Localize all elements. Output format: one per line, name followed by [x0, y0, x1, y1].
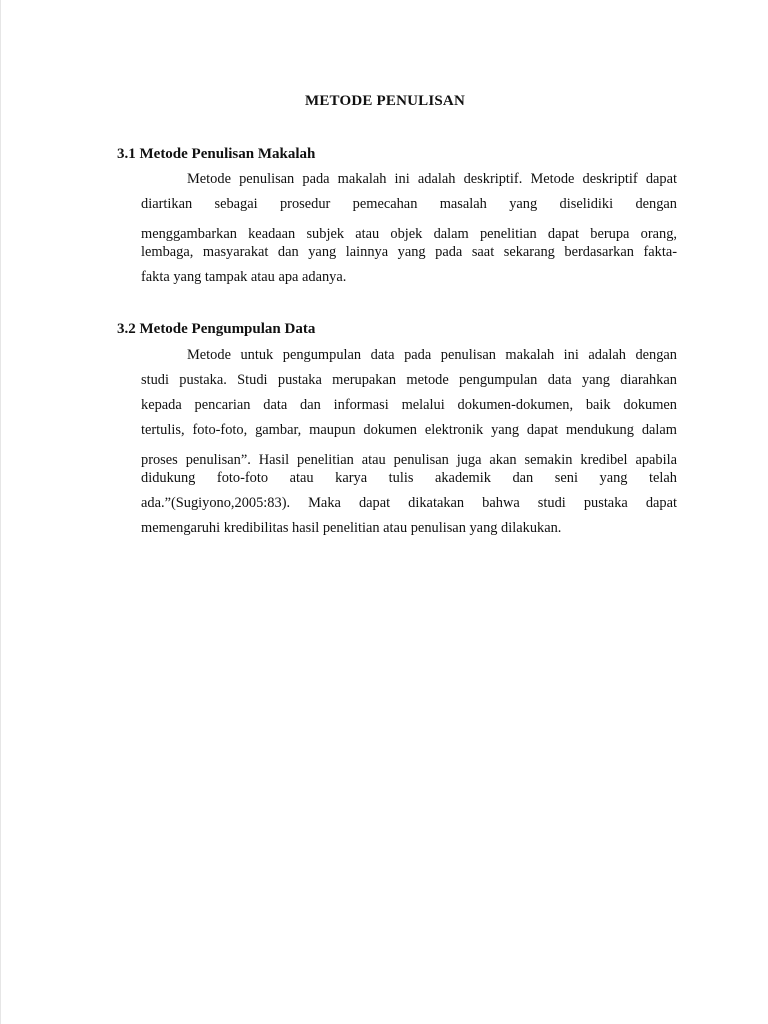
- paragraph-line: proses penulisan”. Hasil penelitian atau penulisan juga akan semakin kredibel apabila: [141, 452, 677, 468]
- paragraph-line: kepada pencarian data dan informasi melalui dokumen-dokumen, baik dokumen: [141, 397, 677, 413]
- section-heading-3-2: 3.2 Metode Pengumpulan Data: [117, 321, 316, 337]
- paragraph-line: didukung foto-foto atau karya tulis akademik dan seni yang telah: [141, 470, 677, 486]
- section-paragraph-3-2: [141, 343, 677, 541]
- paragraph-line: tertulis, foto-foto, gambar, maupun dokumen elektronik yang dapat mendukung dalam: [141, 422, 677, 438]
- paragraph-line: diartikan sebagai prosedur pemecahan masalah yang diselidiki dengan: [141, 196, 677, 212]
- paragraph-line: memengaruhi kredibilitas hasil penelitian atau penulisan yang dilakukan.: [141, 520, 562, 536]
- document-title: METODE PENULISAN: [304, 93, 466, 109]
- paragraph-line: studi pustaka. Studi pustaka merupakan metode pengumpulan data yang diarahkan: [141, 372, 677, 388]
- paragraph-line: fakta yang tampak atau apa adanya.: [141, 269, 347, 285]
- section-paragraph-3-1: [141, 167, 677, 290]
- section-heading-3-1: 3.1 Metode Penulisan Makalah: [117, 146, 316, 162]
- paragraph-line: Metode penulisan pada makalah ini adalah deskriptif. Metode deskriptif dapat: [187, 171, 677, 187]
- paragraph-line: lembaga, masyarakat dan yang lainnya yang pada saat sekarang berdasarkan fakta-: [141, 244, 677, 260]
- paragraph-line: ada.”(Sugiyono,2005:83). Maka dapat dikatakan bahwa studi pustaka dapat: [141, 495, 677, 511]
- paragraph-line: menggambarkan keadaan subjek atau objek dalam penelitian dapat berupa orang,: [141, 226, 677, 242]
- paragraph-line: Metode untuk pengumpulan data pada penulisan makalah ini adalah dengan: [187, 347, 677, 363]
